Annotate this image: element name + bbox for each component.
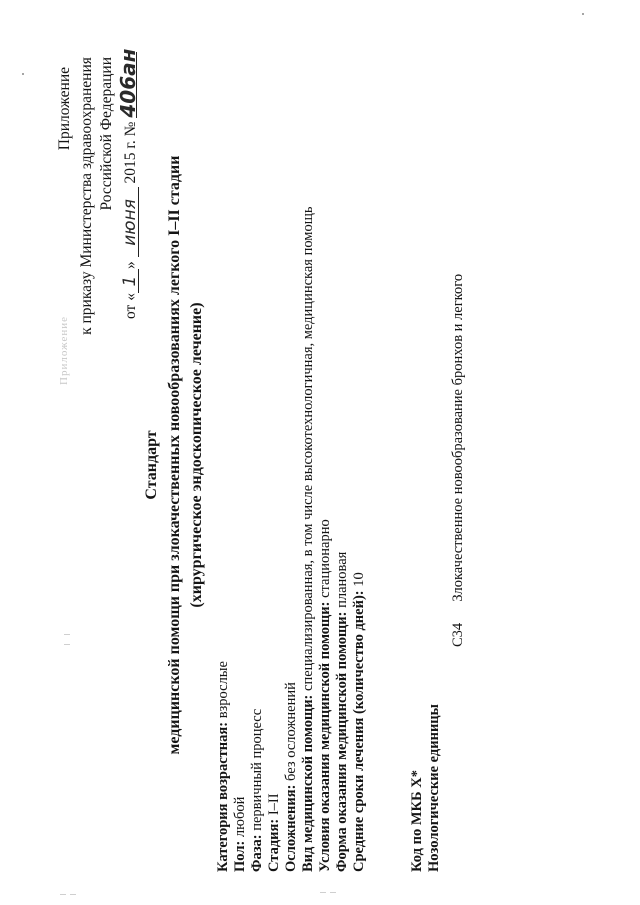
date-quote-close: » bbox=[122, 261, 139, 270]
info-phase bbox=[249, 709, 265, 872]
date-month: июня bbox=[122, 187, 139, 257]
info-sex-value: любой bbox=[232, 796, 248, 841]
info-conditions-label: Условия оказания медицинской помощи: bbox=[317, 601, 333, 872]
scan-speck bbox=[22, 73, 24, 75]
date-year-text: 2015 г. № bbox=[122, 121, 139, 184]
date-day: 1 bbox=[122, 269, 139, 293]
info-conditions bbox=[317, 519, 333, 872]
scan-mark bbox=[60, 894, 66, 895]
icd-units-label-text: Нозологические единицы bbox=[426, 704, 442, 872]
icd-entry bbox=[450, 274, 466, 647]
order-number: 406ан bbox=[116, 48, 140, 118]
icd-code-label bbox=[409, 770, 425, 872]
scan-speck bbox=[582, 13, 584, 15]
scan-mark bbox=[330, 892, 336, 893]
info-stage-value: I–II bbox=[266, 793, 282, 819]
info-conditions-value: стационарно bbox=[317, 519, 333, 602]
scan-mark bbox=[64, 634, 70, 635]
info-complications bbox=[283, 682, 299, 872]
standard-subtitle-2: (хирургическое эндоскопическое лечение) bbox=[188, 302, 205, 608]
info-phase-label: Фаза: bbox=[249, 834, 265, 872]
info-sex-label: Пол: bbox=[232, 840, 248, 872]
info-duration-label: Средние сроки лечения (количество дней): bbox=[351, 590, 367, 872]
info-complications-label: Осложнения: bbox=[283, 784, 299, 872]
info-form bbox=[334, 552, 350, 872]
info-care-type-label: Вид медицинской помощи: bbox=[300, 694, 316, 872]
info-age-label: Категория возрастная: bbox=[215, 721, 231, 872]
info-stage bbox=[266, 793, 282, 872]
icd-entry-text: Злокачественное новообразование бронхов и легкого bbox=[450, 273, 466, 602]
info-care-type bbox=[300, 206, 316, 872]
icd-entry-code: C34 bbox=[450, 622, 466, 647]
info-form-value: плановая bbox=[334, 551, 350, 612]
info-age-value: взрослые bbox=[215, 661, 231, 722]
standard-subtitle: медицинской помощи при злокачественных новообразованиях легкого I–II стадии bbox=[166, 155, 183, 755]
icd-units-label bbox=[426, 704, 442, 872]
scan-mark bbox=[320, 892, 326, 893]
info-care-type-value: специализированная, в том числе высокотехнологичная, медицинская помощь bbox=[300, 206, 316, 695]
info-duration-value: 10 bbox=[351, 572, 367, 591]
info-complications-value: без осложнений bbox=[283, 682, 299, 785]
date-from-label: от « bbox=[122, 293, 139, 319]
appendix-ministry-line: Российской Федерации bbox=[98, 57, 115, 211]
faint-stamp: Приложение bbox=[58, 315, 70, 385]
standard-title: Стандарт bbox=[143, 430, 160, 500]
info-duration bbox=[351, 572, 367, 872]
appendix-date-line bbox=[116, 48, 140, 319]
info-stage-label: Стадия: bbox=[266, 818, 282, 872]
appendix-order-line: к приказу Министерства здравоохранения bbox=[78, 57, 95, 335]
info-age bbox=[215, 661, 231, 872]
icd-code-label-text: Код по МКБ X* bbox=[409, 770, 425, 872]
info-sex bbox=[232, 797, 248, 872]
appendix-title: Приложение bbox=[56, 67, 73, 151]
info-form-label: Форма оказания медицинской помощи: bbox=[334, 611, 350, 872]
scan-mark bbox=[70, 894, 76, 895]
info-phase-value: первичный процесс bbox=[249, 708, 265, 835]
scan-mark bbox=[64, 644, 70, 645]
